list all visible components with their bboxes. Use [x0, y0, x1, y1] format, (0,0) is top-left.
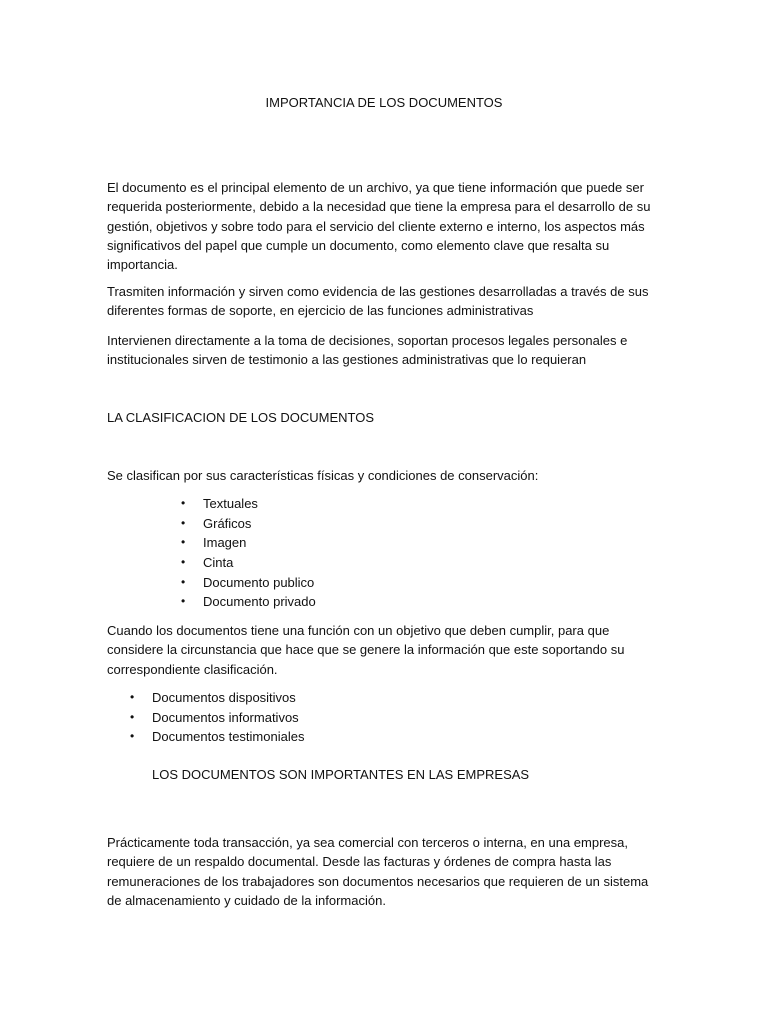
- classification-intro: Se clasifican por sus características físicas y condiciones de conservación:: [107, 468, 539, 483]
- list-item: • Documento publico: [203, 573, 316, 593]
- bullet-icon: •: [130, 729, 135, 744]
- list-item: • Imagen: [203, 533, 316, 553]
- list-item: • Cinta: [203, 553, 316, 573]
- list-item: • Documento privado: [203, 592, 316, 612]
- business-heading: LOS DOCUMENTOS SON IMPORTANTES EN LAS EMPRESAS: [152, 767, 530, 782]
- bullet-icon: •: [181, 555, 186, 570]
- list-item: • Documentos testimoniales: [152, 727, 304, 747]
- bullet-icon: •: [181, 594, 186, 609]
- intro-paragraph-3: Intervienen directamente a la toma de decisiones, soportan procesos legales personales e institucionales sirven de testimonio a las gestiones administrativas que lo requieran: [107, 333, 628, 368]
- list-item: • Textuales: [203, 494, 316, 514]
- bullet-icon: •: [181, 515, 186, 530]
- intro-paragraph-1: El documento es el principal elemento de un archivo, ya que tiene información que puede ser requerida posteriormente, debido a la necesidad que tiene la empresa para el desarrollo de su gestión, objetivos y sobre todo para el servicio del cliente externo e interno, los aspectos más significativos del papel que cumple un documento, como elemento clave que resalta su importancia.: [107, 180, 651, 273]
- bullet-icon: •: [181, 496, 186, 510]
- function-list: [130, 688, 305, 747]
- bullet-icon: •: [181, 574, 186, 589]
- classification-list: [181, 494, 316, 612]
- list-item: • Documentos informativos: [152, 708, 304, 728]
- bullet-icon: •: [181, 535, 186, 550]
- classification-heading: LA CLASIFICACION DE LOS DOCUMENTOS: [107, 410, 375, 425]
- intro-paragraph-2: Trasmiten información y sirven como evidencia de las gestiones desarrolladas a través de sus diferentes formas de soporte, en ejercicio de las funciones administrativas: [107, 284, 649, 319]
- document-title: IMPORTANCIA DE LOS DOCUMENTOS: [265, 95, 503, 110]
- list-item: • Documentos dispositivos: [152, 688, 304, 708]
- function-paragraph: Cuando los documentos tiene una función con un objetivo que deben cumplir, para que considere la circunstancia que hace que se genere la información que este soportando su correspondiente clasificación.: [107, 623, 625, 677]
- bullet-icon: •: [130, 709, 135, 724]
- bullet-icon: •: [130, 690, 135, 704]
- business-paragraph: Prácticamente toda transacción, ya sea comercial con terceros o interna, en una empresa, requiere de un respaldo documental. Desde las facturas y órdenes de compra hasta las remuneraciones de los trabajadores son documentos necesarios que requieren de un sistema de almacenamiento y cuidado de la información.: [107, 835, 649, 908]
- list-item: • Gráficos: [203, 514, 316, 534]
